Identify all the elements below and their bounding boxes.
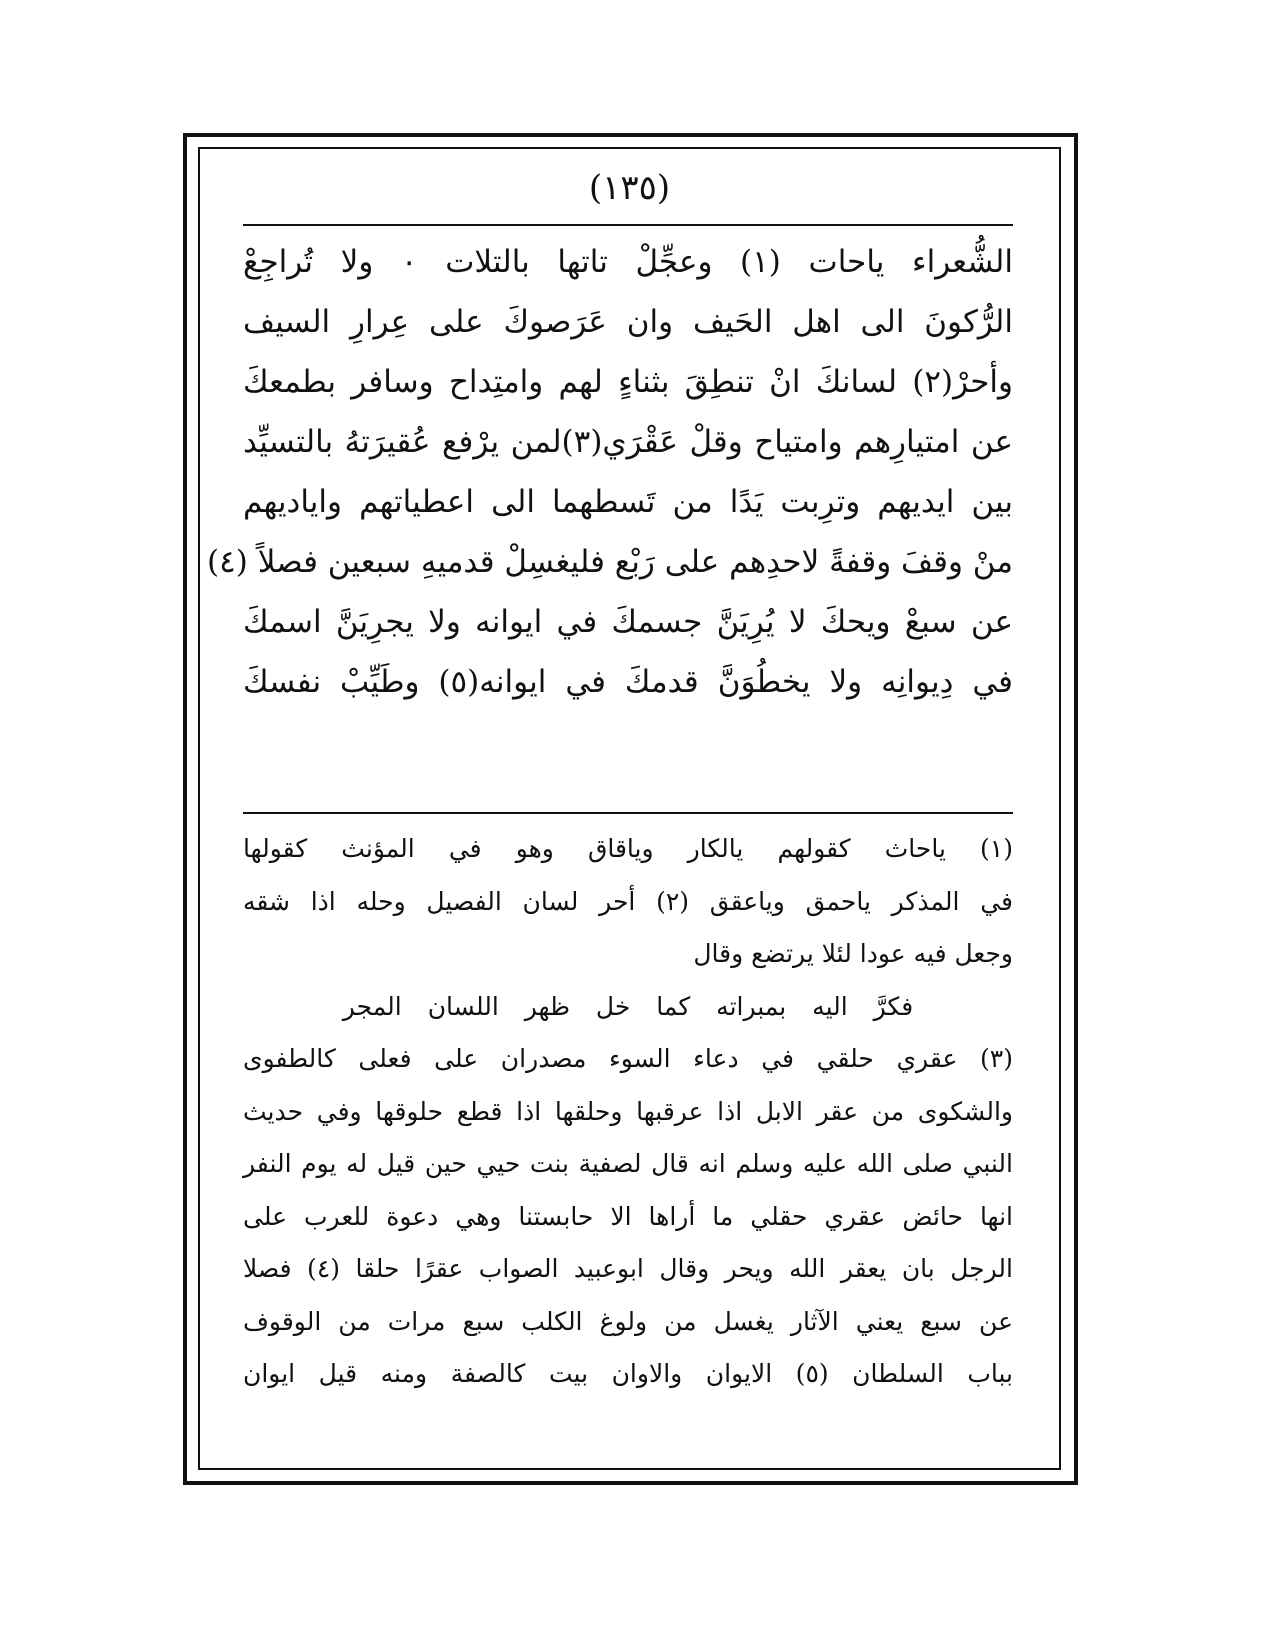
- main-text: [207, 232, 1013, 712]
- footnote-line: النبي صلى الله عليه وسلم انه قال لصفية بنت حيي حين قيل له يوم النفر: [243, 1149, 1013, 1178]
- poetry-verse: فكرَّ اليه بمبراته كما خل ظهر اللسان المجر: [342, 991, 914, 1021]
- header-rule: [243, 224, 1013, 226]
- footnote-line: (٣) عقري حلقي في دعاء السوء مصدران على فعلى كالطفوى: [243, 1044, 1013, 1073]
- footnote-line: والشكوى من عقر الابل اذا عرقبها وحلقها اذا قطع حلوقها وفي حديث: [243, 1096, 1013, 1126]
- text-line: الرُّكونَ الى اهل الحَيف وان عَرَصوكَ على عِرارِ السيف: [243, 304, 1013, 340]
- text-line: الشُّعراء ياحات (١) وعجِّلْ تاتها بالتلات ٠ ولا تُراجِعْ: [243, 244, 1013, 280]
- page-number: (١٣٥): [588, 168, 671, 208]
- text-line: عن امتيارِهم وامتياح وقلْ عَقْرَي(٣)لمن يرْفع عُقيرَتهُ بالتسيِّد: [243, 424, 1013, 460]
- text-line: في دِيوانِه ولا يخطُوَنَّ قدمكَ في ايوانه(٥) وطَيِّبْ نفسكَ: [243, 664, 1013, 700]
- text-line: بين ايديهم وترِبت يَدًا من تَسطهما الى اعطياتهم واياديهم: [243, 484, 1013, 520]
- footnote-separator: [243, 812, 1013, 814]
- footnote-line: بباب السلطان (٥) الايوان والاوان بيت كالصفة ومنه قيل ايوان: [243, 1359, 1014, 1388]
- footnote-line: (١) ياحاث كقولهم يالكار وياقاق وهو في المؤنث كقولها: [243, 834, 1013, 863]
- footnotes: [243, 823, 1013, 1401]
- footnote-line: عن سبع يعني الآثار يغسل من ولوغ الكلب سبع مرات من الوقوف: [243, 1306, 1013, 1336]
- text-line: عن سبعْ ويحكَ لا يُرِيَنَّ جسمكَ في ايوانه ولا يجرِيَنَّ اسمكَ: [243, 604, 1013, 640]
- footnote-line: في المذكر ياحمق وياعقق (٢) أحر لسان الفصيل وحله اذا شقه: [243, 886, 1013, 916]
- text-line: وأحرْ(٢) لسانكَ انْ تنطِقَ بثناءٍ لهم وامتِداح وسافر بطمعكَ: [243, 364, 1013, 400]
- footnote-line: وجعل فيه عودا لئلا يرتضع وقال: [693, 939, 1013, 968]
- footnote-line: الرجل بان يعقر الله ويحر وقال ابوعبيد الصواب عقرًا حلقا (٤) فصلا: [243, 1254, 1013, 1283]
- footnote-line: انها حائض عقري حقلي ما أراها الا حابستنا وهي دعوة للعرب على: [243, 1201, 1013, 1231]
- text-line: منْ وقفَ وقفةً لاحدِهم على رَبْع فليغسِلْ قدميهِ سبعين فصلاً (٤): [207, 544, 1013, 580]
